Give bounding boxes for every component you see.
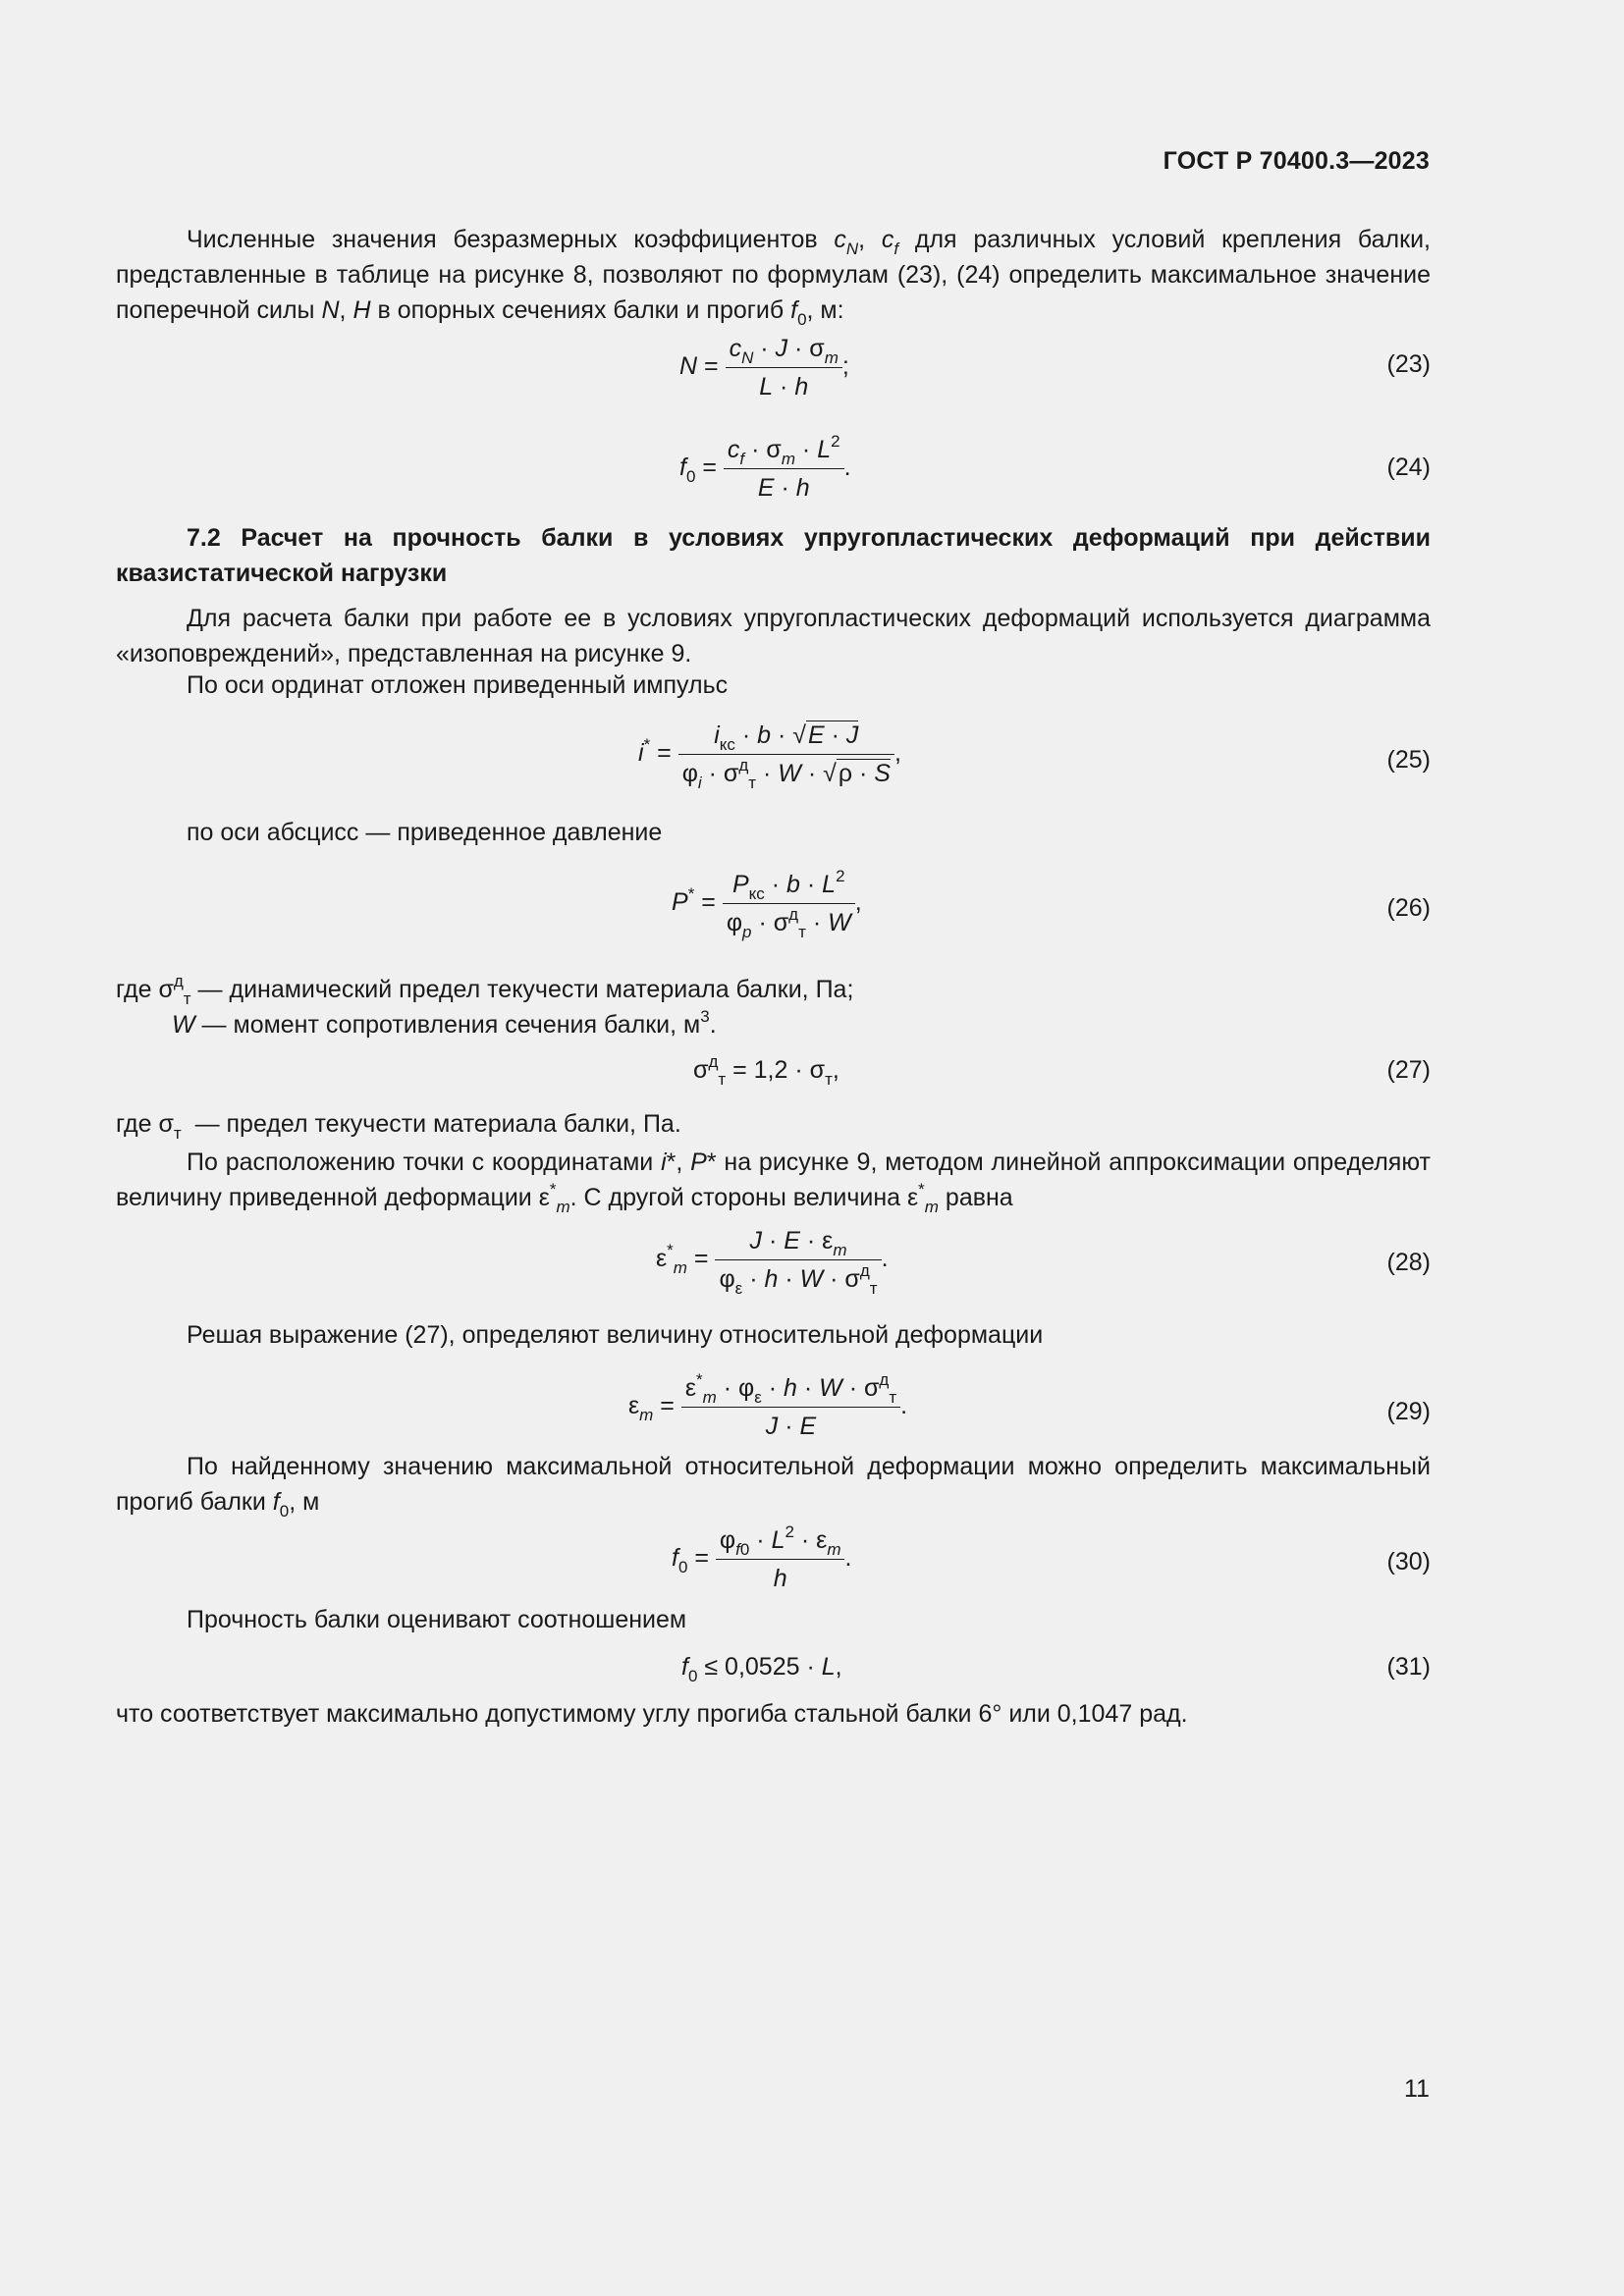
paragraph-ordinate: По оси ординат отложен приведенный импульс <box>187 671 729 699</box>
paragraph-coefficients: Численные значения безразмерных коэффициентов $c_N$, $c_f$ для различных условий крепления балки, представленные в таблице на рисунке 8, позволяют по формулам (23), (24) определить максимальное значение поперечной силы N, H в опорных сечениях балки и прогиб $f_0$, м: <box>116 226 1431 329</box>
paragraph-max-deflection: По найденному значению максимальной относительной деформации можно определить максимальный прогиб балки $f_0$, м <box>116 1453 1431 1521</box>
equation-number: (23) <box>1386 350 1431 378</box>
equation-number: (25) <box>1386 746 1431 774</box>
paragraph-strength: Прочность балки оценивают соотношением <box>187 1606 687 1633</box>
equation-number: (28) <box>1386 1249 1431 1276</box>
standard-code-header: ГОСТ Р 70400.3—2023 <box>1163 147 1430 175</box>
definition-sigma-yield: где $\sigma_т$ — предел текучести материала балки, Па. <box>116 1110 681 1143</box>
definition-section-modulus: W — момент сопротивления сечения балки, $м^3$. <box>172 1007 717 1039</box>
paragraph-abscissa: по оси абсцисс — приведенное давление <box>187 819 663 846</box>
page-number: 11 <box>1404 2075 1430 2103</box>
paragraph-solve: Решая выражение (27), определяют величину относительной деформации <box>187 1321 1044 1349</box>
equation-number: (26) <box>1386 894 1431 922</box>
section-heading-7-2: 7.2 Расчет на прочность балки в условиях упругопластических деформаций при действии квазистатической нагрузки <box>116 524 1431 587</box>
definition-sigma-dynamic: где $\sigma^д_т$ — динамический предел текучести материала балки, Па; <box>116 972 854 1008</box>
equation-number: (27) <box>1386 1056 1431 1084</box>
paragraph-diagram: Для расчета балки при работе ее в условиях упругопластических деформаций используется диаграмма «изоповреждений», представленная на рисунке 9. <box>116 605 1431 667</box>
equation-number: (29) <box>1386 1398 1431 1425</box>
equation-number: (24) <box>1386 454 1431 481</box>
equation-number: (30) <box>1386 1548 1431 1575</box>
paragraph-conclusion: что соответствует максимально допустимому углу прогиба стальной балки 6° или 0,1047 рад. <box>116 1700 1188 1728</box>
document-page: ГОСТ Р 70400.3—2023 Численные значения безразмерных коэффициентов $c_N$, $c_f$ для различных условий крепления балки, представленные в таблице на рисунке 8, позволяют по формулам (23), (24) определить максимальное значение поперечной силы N, H в опорных сечениях балки и прогиб $f_0$, м: N = $\frac{c_N \cdot J \cdot \sigma_m}{L \cdot h}$ ; (23) $f_0$ = $\frac{c_f \cdot \sigma_m \cdot L^2}{E \cdot h}$ . (24) 7.2 Расчет на прочность балки в условиях упругопластических деформаций при действии квазистатической нагрузки Для расчета балки при работе ее в условиях упругопластических деформаций используется диаграмма «изоповреждений», представленная на рисунке 9. По оси ординат отложен приведенный импульс i* = $\frac{i_{кс} \cdot b \cdot √E \cdot J}{\varphi_i \cdot \sigma^д_т \cdot W \cdot √\rho \cdot S}$ , (25) по оси абсцисс — приведенное давление P* = $\frac{P_{кс} \cdot b \cdot L^2}{\varphi_p \cdot \sigma^д_т \cdot W}$ , (26) где $\sigma^д_т$ — динамический предел текучести материала балки, Па; W — момент сопротивления сечения балки, $м^3$. $\sigma^д_т = 1,2 \cdot \sigma_т$, (27) где $\sigma_т$ — предел текучести материала балки, Па. По расположению точки с координатами i*, P* на рисунке 9, методом линейной аппроксимации определяют величину приведенной деформации $\varepsilon^*_m$. С другой стороны величина $\varepsilon^*_m$ равна $\varepsilon^*_m$ = $\frac{J \cdot E \cdot \varepsilon_m}{\varphi_\varepsilon \cdot h \cdot W \cdot \sigma^д_т}$ . (28) Решая выражение (27), определяют величину относительной деформации $\varepsilon_m$ = $\frac{\varepsilon^*_m \cdot \varphi_\varepsilon \cdot h \cdot W \cdot \sigma^д_т}{J \cdot E}$ . (29) По найденному значению максимальной относительной деформации можно определить максимальный прогиб балки $f_0$, м $f_0$ = $\frac{\varphi_{f0} \cdot L^2 \cdot \varepsilon_m}{h}$ . (30) Прочность балки оценивают соотношением $f_0 \le 0,0525 \cdot L$, (31) что соответствует максимально допустимому углу прогиба стальной балки 6° или 0,1047 рад. 11 <box>116 147 1432 2103</box>
paragraph-approximation: По расположению точки с координатами i*, P* на рисунке 9, методом линейной аппроксимации определяют величину приведенной деформации $\varepsilon^*_m$. С другой стороны величина $\varepsilon^*_m$ равна <box>116 1148 1432 1216</box>
equation-number: (31) <box>1386 1653 1431 1681</box>
